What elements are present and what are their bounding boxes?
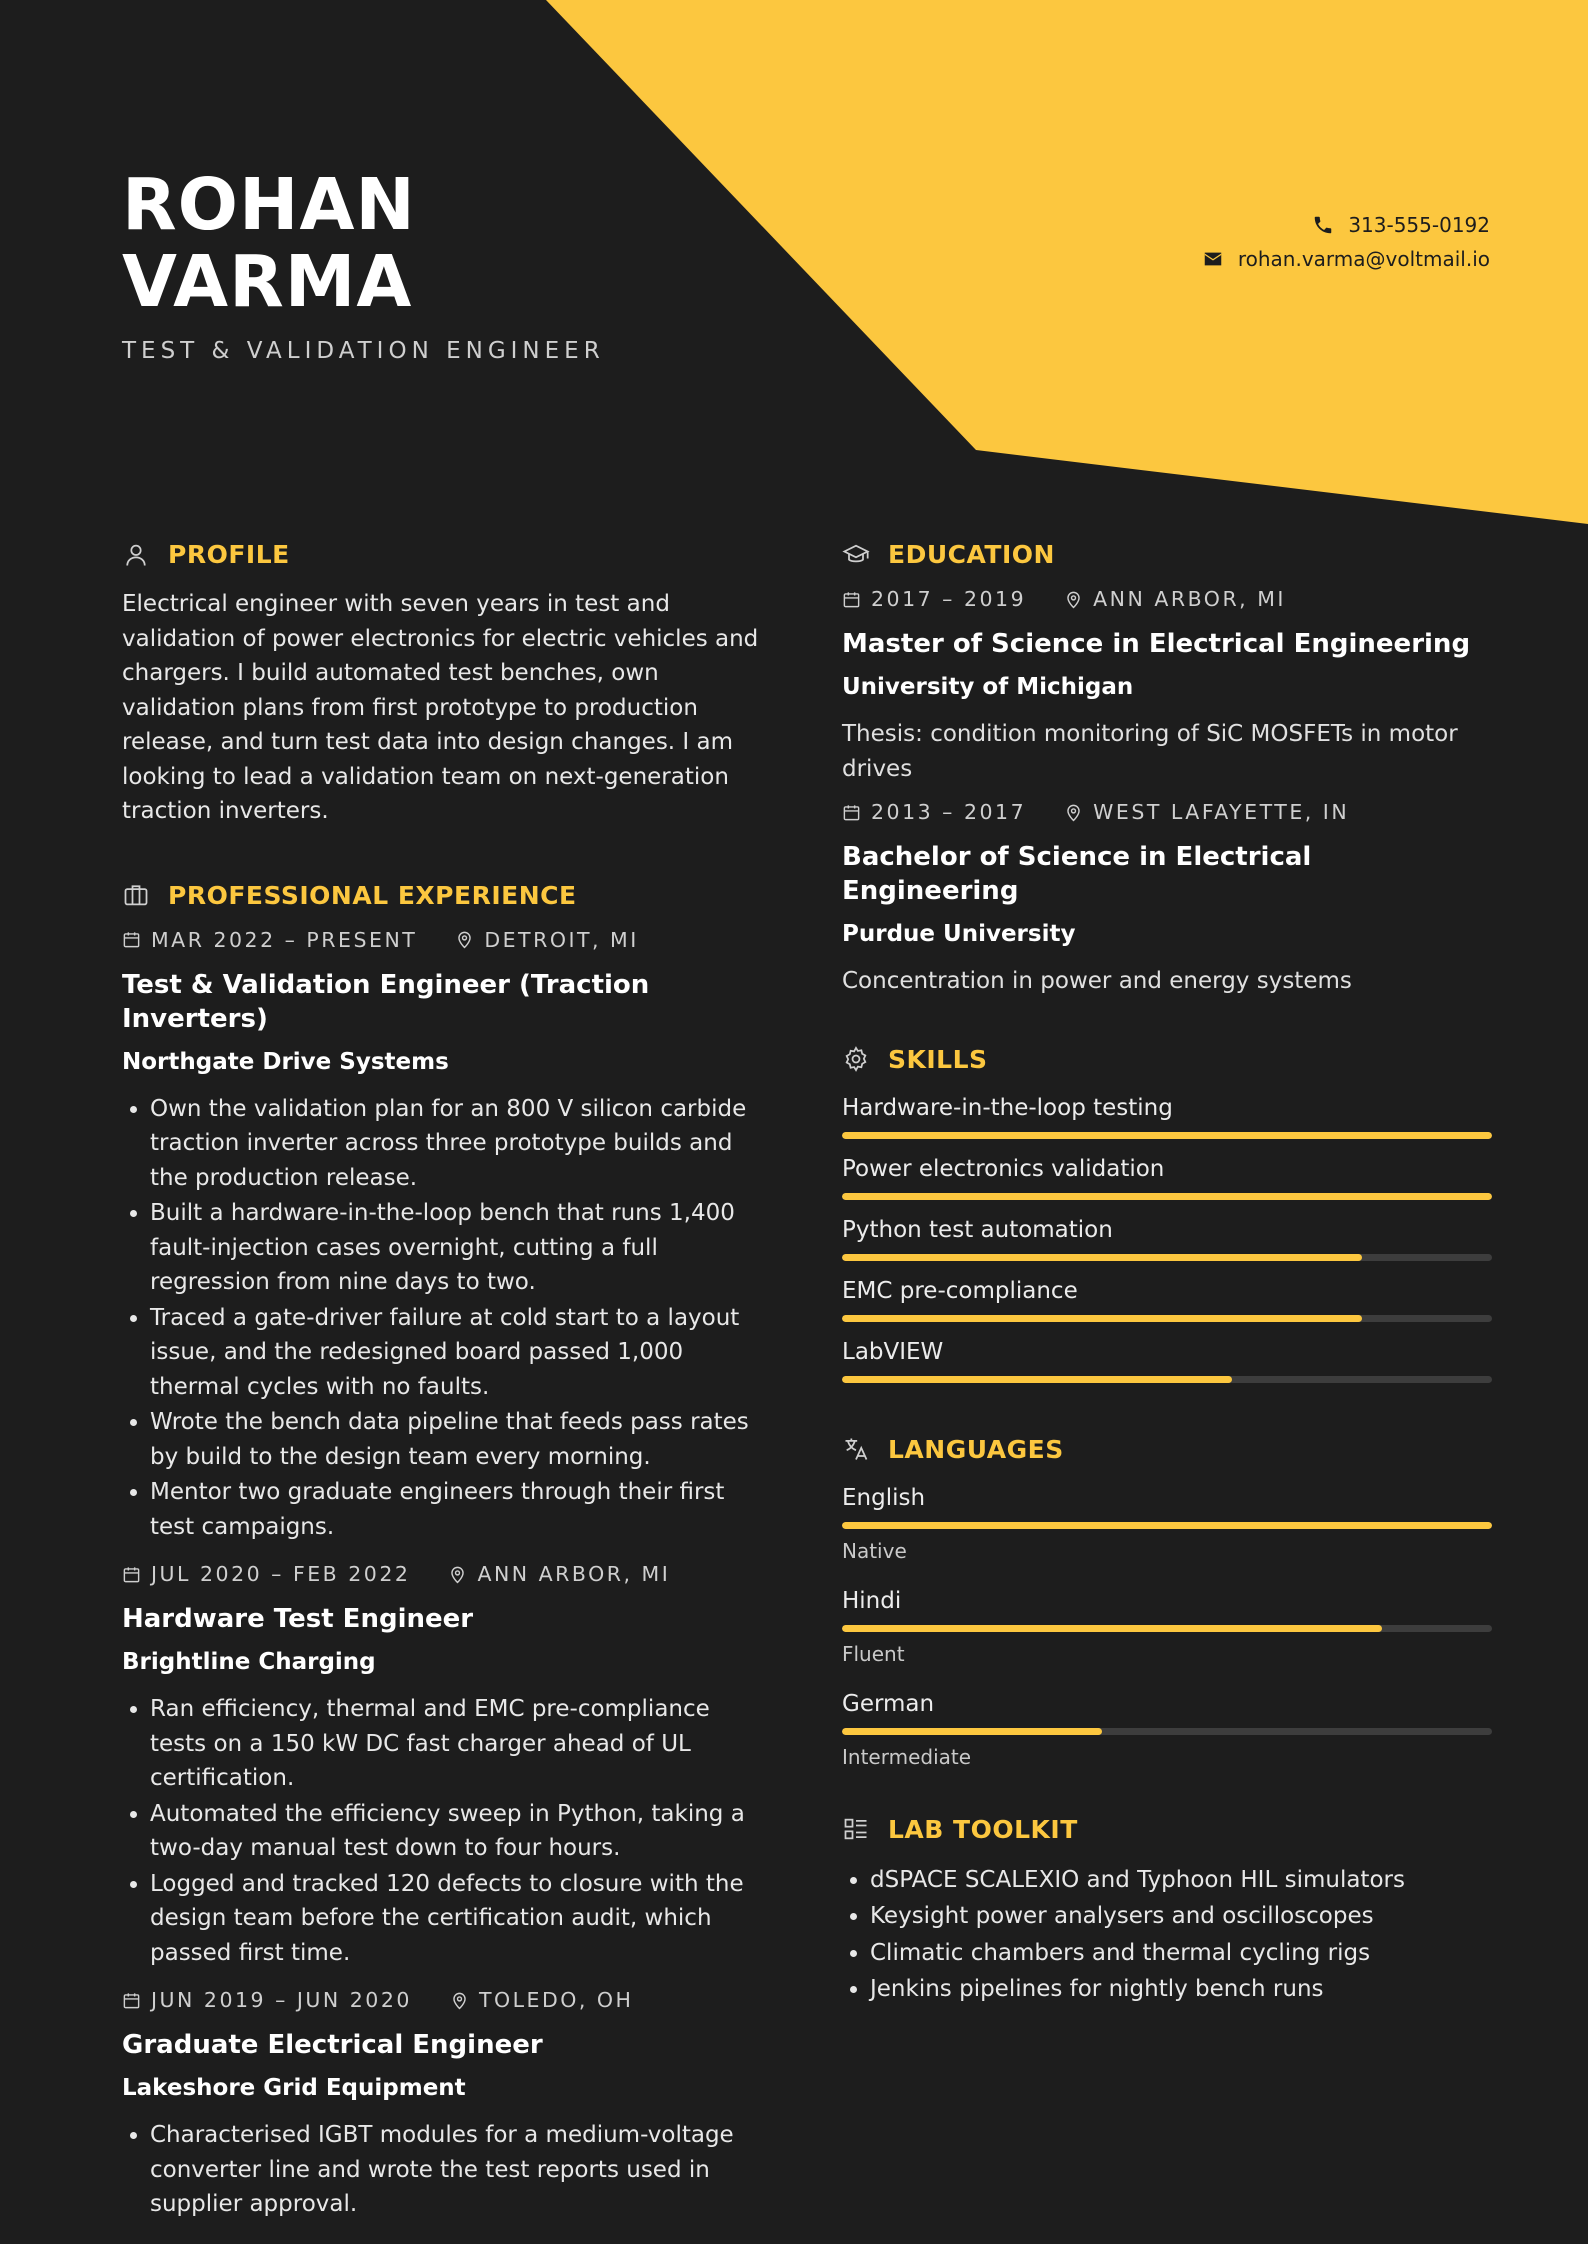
job-location: TOLEDO, OH (478, 1988, 634, 2012)
left-column (122, 540, 762, 2240)
location-pin-icon (450, 1991, 469, 2010)
education-note: Concentration in power and energy systems (842, 968, 1352, 994)
name-last: VARMA (122, 240, 413, 323)
skill-label: Python test automation (842, 1216, 1113, 1243)
language-bar (842, 1522, 1492, 1529)
school-name: University of Michigan (842, 674, 1134, 700)
company-name: Lakeshore Grid Equipment (122, 2075, 466, 2101)
skill-label: EMC pre-compliance (842, 1277, 1078, 1304)
job-bullet: • Mentor two graduate engineers through their first test campaigns. (150, 1475, 762, 1544)
phone-row (1202, 208, 1490, 242)
job-title: Test & Validation Engineer (Traction Inverters) (122, 969, 650, 1034)
location-pin-icon (1064, 803, 1083, 822)
job-bullet: • Logged and tracked 120 defects to closure with the design team before the certification audit, which passed first time. (150, 1867, 762, 1971)
skill-bar (842, 1132, 1492, 1139)
translate-icon (842, 1435, 870, 1463)
toolkit-item: • Climatic chambers and thermal cycling rigs (870, 1935, 1492, 1972)
list-icon (842, 1815, 870, 1843)
skill-item (842, 1275, 1492, 1322)
skill-bar (842, 1376, 1492, 1383)
language-level: Native (842, 1538, 907, 1563)
experience-title: PROFESSIONAL EXPERIENCE (168, 880, 577, 910)
name-first: ROHAN (122, 163, 416, 246)
job-bullet: • Built a hardware-in-the-loop bench that runs 1,400 fault-injection cases overnight, cutting a full regression from nine days to two. (150, 1196, 762, 1300)
gear-icon (842, 1045, 870, 1073)
job-location: DETROIT, MI (484, 927, 639, 952)
language-bar-fill (842, 1522, 1492, 1529)
education-location: WEST LAFAYETTE, IN (1093, 800, 1350, 824)
degree-title: Master of Science in Electrical Engineering (842, 629, 1471, 659)
language-level: Intermediate (842, 1744, 972, 1769)
language-level: Fluent (842, 1641, 905, 1666)
language-item (842, 1482, 1492, 1563)
job-title: Hardware Test Engineer (122, 1604, 474, 1634)
toolkit-list (842, 1862, 1492, 2008)
skill-label: Hardware-in-the-loop testing (842, 1094, 1173, 1121)
skill-item (842, 1153, 1492, 1200)
job-bullet: • Ran efficiency, thermal and EMC pre-compliance tests on a 150 kW DC fast charger ahead of UL certification. (150, 1692, 762, 1796)
profile-title: PROFILE (168, 540, 290, 569)
profile-heading (122, 540, 762, 569)
user-icon (122, 541, 150, 569)
languages-list (842, 1482, 1492, 1769)
company-name: Northgate Drive Systems (122, 1048, 449, 1075)
calendar-icon (842, 590, 861, 609)
skill-label: LabVIEW (842, 1338, 944, 1365)
job-meta (122, 1562, 762, 1586)
language-label: German (842, 1690, 935, 1717)
location-pin-icon (455, 930, 474, 949)
skill-bar-fill (842, 1315, 1362, 1322)
job-bullet: • Own the validation plan for an 800 V silicon carbide traction inverter across three prototype builds and the production release. (150, 1092, 762, 1196)
job-location: ANN ARBOR, MI (477, 1562, 671, 1586)
location-pin-icon (448, 1565, 467, 1584)
education-dates: 2017 – 2019 (871, 587, 1027, 611)
toolkit-item: • Jenkins pipelines for nightly bench runs (870, 1971, 1492, 2008)
education-dates: 2013 – 2017 (871, 800, 1027, 824)
location-pin-icon (1064, 590, 1083, 609)
education-entry (842, 800, 1492, 999)
language-label: English (842, 1484, 926, 1511)
job-bullets (122, 1092, 762, 1545)
skill-bar-fill (842, 1376, 1232, 1383)
job-role: TEST & VALIDATION ENGINEER (122, 338, 605, 364)
language-bar-fill (842, 1728, 1102, 1735)
phone-number[interactable]: 313-555-0192 (1348, 213, 1490, 237)
toolkit-title: LAB TOOLKIT (888, 1814, 1078, 1844)
profile-text: Electrical engineer with seven years in test and validation of power electronics for electric vehicles and chargers. I build automated test benches, own validation plans from first prototype to production release, and turn test data into design changes. I am looking to lead a validation team on next-generation traction inverters. (122, 591, 759, 824)
skill-label: Power electronics validation (842, 1155, 1165, 1182)
skill-bar-fill (842, 1193, 1492, 1200)
language-bar (842, 1728, 1492, 1735)
skill-bar (842, 1254, 1492, 1261)
job-bullet: • Automated the efficiency sweep in Python, taking a two-day manual test down to four hours. (150, 1797, 762, 1866)
email-row (1202, 242, 1490, 276)
email-address[interactable]: rohan.varma@voltmail.io (1237, 247, 1490, 271)
job-bullets (122, 1692, 762, 1970)
company-name: Brightline Charging (122, 1649, 376, 1675)
school-name: Purdue University (842, 921, 1076, 947)
education-location: ANN ARBOR, MI (1093, 587, 1286, 611)
candidate-name (122, 163, 416, 323)
languages-heading (842, 1435, 1492, 1464)
toolkit-heading (842, 1815, 1492, 1844)
briefcase-icon (122, 881, 150, 909)
language-bar (842, 1625, 1492, 1632)
calendar-icon (122, 1991, 141, 2010)
job-bullet: • Wrote the bench data pipeline that feeds pass rates by build to the design team every morning. (150, 1405, 762, 1474)
skills-title: SKILLS (888, 1044, 988, 1074)
job-dates: JUN 2019 – JUN 2020 (151, 1988, 412, 2012)
education-entry (842, 587, 1492, 786)
language-item (842, 1688, 1492, 1769)
job-dates: MAR 2022 – PRESENT (151, 927, 418, 952)
right-column (842, 540, 1492, 2008)
job-bullets (122, 2118, 762, 2222)
toolkit-item: • Keysight power analysers and oscilloscopes (870, 1898, 1492, 1935)
job-dates: JUL 2020 – FEB 2022 (151, 1562, 411, 1586)
experience-heading (122, 881, 762, 910)
job-meta (122, 1988, 762, 2012)
education-meta (842, 800, 1492, 824)
job-entry (122, 1562, 762, 1970)
skills-heading (842, 1045, 1492, 1074)
education-title: EDUCATION (888, 540, 1055, 569)
skill-bar-fill (842, 1254, 1362, 1261)
calendar-icon (122, 930, 141, 949)
skill-bar (842, 1193, 1492, 1200)
job-entry (122, 928, 762, 1545)
job-bullet: • Characterised IGBT modules for a medium-voltage converter line and wrote the test reports used in supplier approval. (150, 2118, 762, 2222)
skill-bar (842, 1315, 1492, 1322)
skill-item (842, 1214, 1492, 1261)
job-bullet: • Traced a gate-driver failure at cold start to a layout issue, and the redesigned board passed 1,000 thermal cycles with no faults. (150, 1301, 762, 1405)
contact-block (1202, 208, 1490, 276)
language-item (842, 1585, 1492, 1666)
language-bar-fill (842, 1625, 1382, 1632)
calendar-icon (842, 803, 861, 822)
phone-icon (1312, 214, 1334, 236)
education-meta (842, 587, 1492, 611)
language-label: Hindi (842, 1587, 902, 1614)
toolkit-item: • dSPACE SCALEXIO and Typhoon HIL simulators (870, 1862, 1492, 1899)
skill-item (842, 1336, 1492, 1383)
job-title: Graduate Electrical Engineer (122, 2030, 543, 2060)
skill-bar-fill (842, 1132, 1492, 1139)
degree-title: Bachelor of Science in Electrical Engineering (842, 842, 1312, 906)
calendar-icon (122, 1565, 141, 1584)
email-icon (1202, 248, 1224, 270)
graduation-cap-icon (842, 541, 870, 569)
education-heading (842, 540, 1492, 569)
skills-list (842, 1092, 1492, 1383)
job-meta (122, 928, 762, 952)
skill-item (842, 1092, 1492, 1139)
languages-title: LANGUAGES (888, 1434, 1064, 1464)
job-entry (122, 1988, 762, 2222)
education-note: Thesis: condition monitoring of SiC MOSFETs in motor drives (842, 721, 1458, 782)
